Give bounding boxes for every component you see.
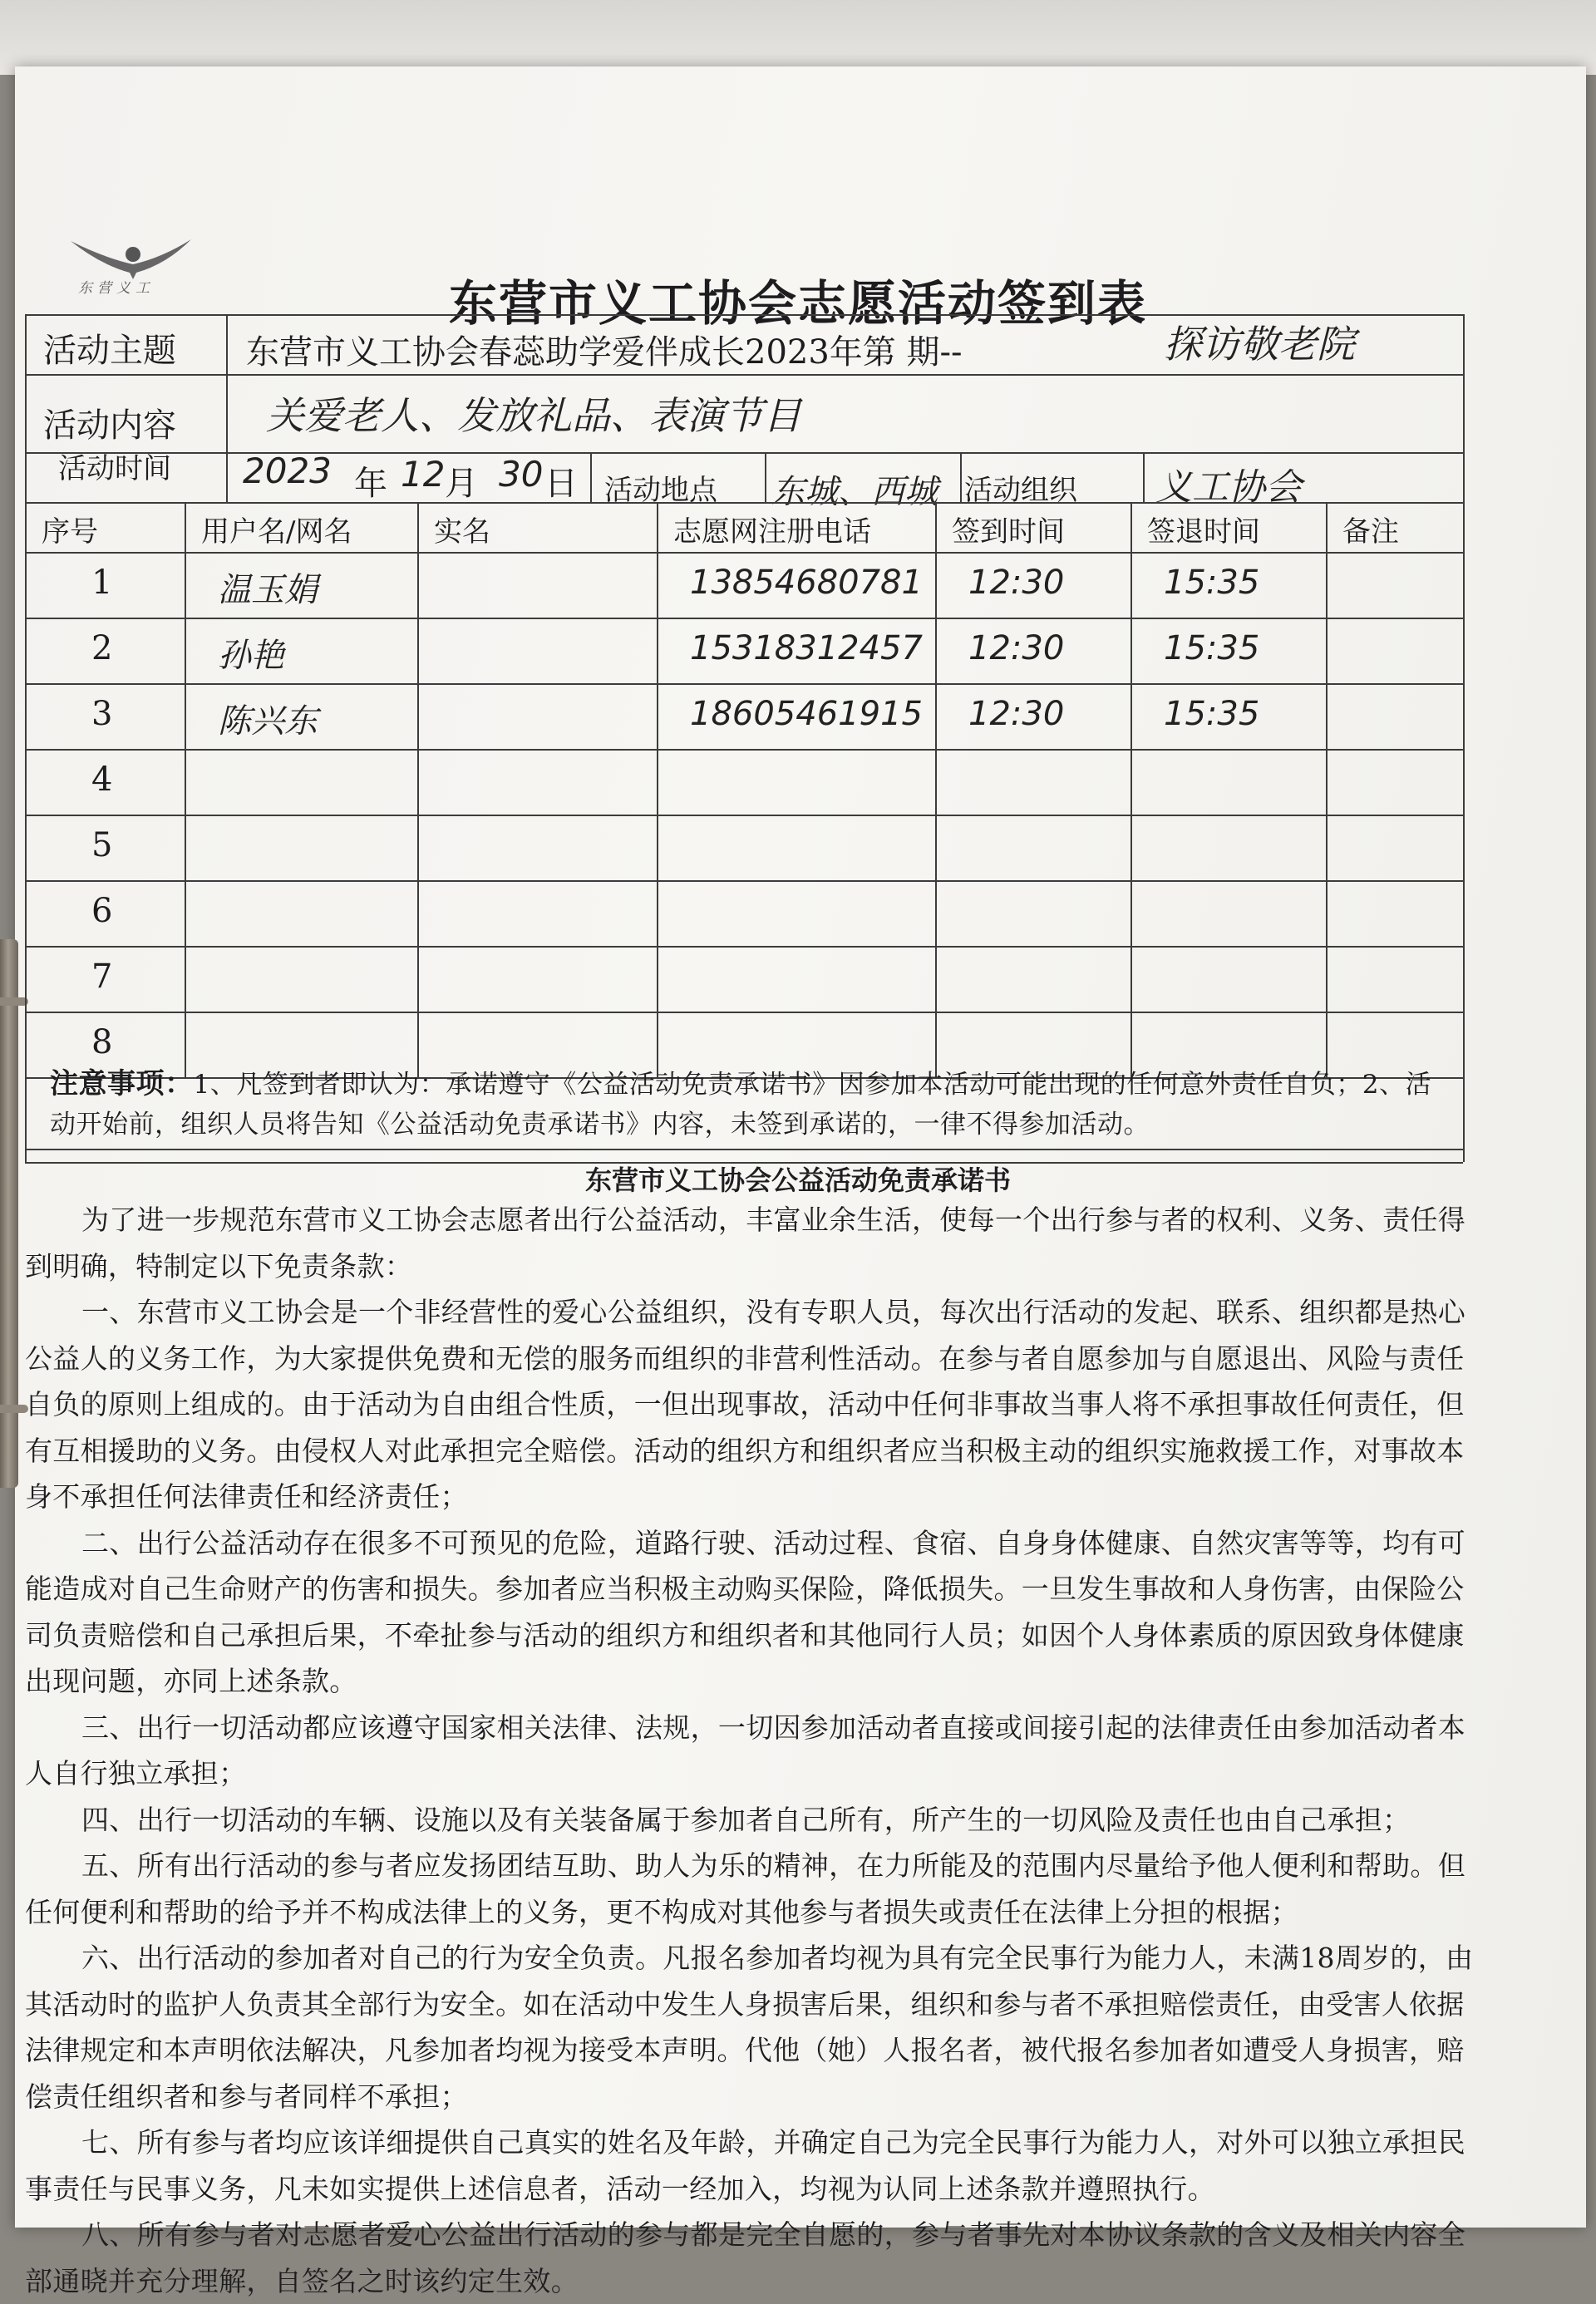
col-header-no: 序号 — [42, 515, 98, 549]
paper-edge-top — [0, 0, 1596, 75]
content-label: 活动内容 — [43, 406, 176, 445]
col-header-checkin: 签到时间 — [952, 515, 1065, 549]
cell-no: 7 — [91, 958, 113, 996]
waiver-paragraph: 一、东营市义工协会是一个非经营性的爱心公益组织，没有专职人员，每次出行活动的发起、联系、组织都是热心公益人的义务工作，为大家提供免费和无偿的服务而组织的非营利性活动。在参与者自愿参加与自愿退出、风险与责任自负的原则上组成的。由于活动为自由组合性质，一但出现事故，活动中任何非事故当事人将不承担事故任何责任，但有互相援助的义务。由侵权人对此承担完全赔偿。活动的组织方和组织者应当积极主动的组织实施救援工作，对事故本身不承担任何法律责任和经济责任； — [25, 1296, 1465, 1513]
time-year-unit: 年 — [354, 465, 387, 503]
cell-no: 5 — [91, 826, 113, 864]
waiver-paragraph: 三、出行一切活动都应该遵守国家相关法律、法规，一切因参加活动者直接或间接引起的法律责任由参加活动者本人自行独立承担； — [25, 1711, 1465, 1790]
waiver-paragraph: 六、出行活动的参加者对自己的行为安全负责。凡报名参加者均视为具有完全民事行为能力人，未满18周岁的，由其活动时的监护人负责其全部行为安全。如在活动中发生人身损害后果，组织和参与者不承担赔偿责任，由受害人依据法律规定和本声明依法解决，凡参加者均视为接受本声明。代他（她）人报名者，被代报名参加者如遭受人身损害，赔偿责任组织者和参与者同样不承担； — [25, 1942, 1474, 2113]
cell-no: 2 — [91, 629, 113, 667]
time-day-unit: 日 — [544, 465, 578, 503]
binder-ring — [0, 997, 28, 1006]
cell-phone: 15318312457 — [690, 629, 923, 667]
col-header-note: 备注 — [1342, 515, 1399, 549]
org-label: 活动组织 — [964, 474, 1077, 507]
cell-no: 1 — [91, 564, 113, 602]
col-header-phone: 志愿网注册电话 — [673, 515, 871, 549]
place-label: 活动地点 — [604, 474, 717, 507]
cell-name: 温玉娟 — [218, 571, 318, 609]
cell-no: 8 — [91, 1023, 113, 1061]
notice-label: 注意事项： — [50, 1067, 194, 1100]
content-handwritten: 关爱老人、发放礼品、表演节目 — [266, 393, 801, 438]
cell-no: 4 — [91, 761, 113, 799]
waiver-paragraph: 七、所有参与者均应该详细提供自己真实的姓名及年龄，并确定自己为完全民事行为能力人，对外可以独立承担民事责任与民事义务，凡未如实提供上述信息者，活动一经加入，均视为认同上述条款并遵照执行。 — [25, 2126, 1465, 2205]
theme-value: 东营市义工协会春蕊助学爱伴成长2023年第 期-- — [246, 333, 963, 372]
time-month: 12 — [401, 454, 446, 495]
notice-text: 1、凡签到者即认为：承诺遵守《公益活动免责承诺书》因参加本活动可能出现的任何意外责任自负；2、活动开始前，组织人员将告知《公益活动免责承诺书》内容，未签到承诺的，一律不得参加活动。 — [50, 1070, 1431, 1140]
waiver-body — [25, 1197, 1480, 2304]
cell-name: 孙艳 — [218, 637, 284, 675]
col-header-username: 用户名/网名 — [201, 515, 352, 549]
time-day: 30 — [499, 454, 544, 495]
col-header-realname: 实名 — [434, 515, 490, 549]
cell-phone: 13854680781 — [690, 564, 923, 602]
cell-out: 15:35 — [1164, 629, 1260, 667]
waiver-paragraph: 为了进一步规范东营市义工协会志愿者出行公益活动，丰富业余生活，使每一个出行参与者的权利、义务、责任得到明确，特制定以下免责条款： — [25, 1204, 1465, 1282]
theme-handwritten: 探访敬老院 — [1164, 322, 1355, 367]
time-label: 活动时间 — [58, 452, 171, 485]
logo-text: 东营义工 — [78, 280, 155, 297]
sign-in-form — [25, 314, 1463, 1162]
notice-box — [50, 1064, 1455, 1145]
cell-phone: 18605461915 — [690, 695, 923, 733]
cell-no: 6 — [91, 892, 113, 930]
cell-in: 12:30 — [968, 564, 1065, 602]
page-title: 东营市义工协会志愿活动签到表 — [448, 275, 1147, 332]
waiver-paragraph: 二、出行公益活动存在很多不可预见的危险，道路行驶、活动过程、食宿、自身身体健康、自然灾害等等，均有可能造成对自己生命财产的伤害和损失。参加者应当积极主动购买保险，降低损失。一旦发生事故和人身伤害，由保险公司负责赔偿和自己承担后果，不牵扯参与活动的组织方和组织者和其他同行人员；如因个人身体素质的原因致身体健康出现问题，亦同上述条款。 — [25, 1526, 1465, 1697]
cell-in: 12:30 — [968, 629, 1065, 667]
waiver-paragraph: 四、出行一切活动的车辆、设施以及有关装备属于参加者自己所有，所产生的一切风险及责任也由自己承担； — [81, 1803, 1411, 1836]
binder-ring — [0, 1405, 28, 1413]
time-year: 2023 — [243, 450, 332, 491]
waiver-paragraph: 五、所有出行活动的参与者应发扬团结互助、助人为乐的精神，在力所能及的范围内尽量给予他人便利和帮助。但任何便利和帮助的给予并不构成法律上的义务，更不构成对其他参与者损失或责任在法律上分担的根据； — [25, 1849, 1465, 1928]
waiver-title: 东营市义工协会公益活动免责承诺书 — [584, 1164, 1011, 1196]
cell-out: 15:35 — [1164, 695, 1260, 733]
cell-out: 15:35 — [1164, 564, 1260, 602]
cell-name: 陈兴东 — [218, 702, 318, 741]
org-handwritten: 义工协会 — [1155, 466, 1302, 509]
col-header-checkout: 签退时间 — [1147, 515, 1260, 549]
waiver-paragraph: 八、所有参与者对志愿者爱心公益出行活动的参与都是完全自愿的，参与者事先对本协议条款的含义及相关内容全部通晓并充分理解，自签名之时该约定生效。 — [25, 2218, 1465, 2297]
cell-no: 3 — [91, 695, 113, 733]
theme-label: 活动主题 — [43, 332, 176, 370]
time-month-unit: 月 — [445, 465, 478, 503]
place-handwritten: 东城、西城 — [771, 473, 938, 511]
cell-in: 12:30 — [968, 695, 1065, 733]
